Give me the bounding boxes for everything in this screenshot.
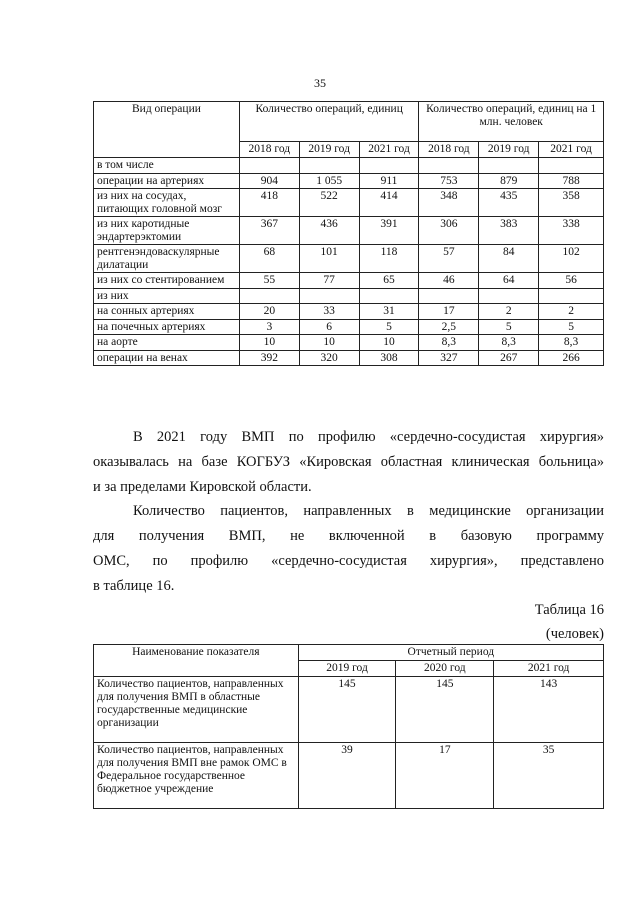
table-caption: [420, 598, 604, 646]
row-label: рентгенэндоваскулярные дилатации: [94, 245, 240, 273]
table-cell: 5: [359, 319, 419, 335]
year-header: 2021 год: [359, 142, 419, 158]
row-label: на сонных артериях: [94, 304, 240, 320]
table-cell: 392: [239, 350, 299, 366]
table-cell: [479, 288, 539, 304]
paragraph-line: В 2021 году ВМП по профилю «сердечно-сосудистая хирургия»: [133, 429, 604, 445]
table-cell: 358: [539, 189, 604, 217]
table-cell: [539, 288, 604, 304]
table-cell: 367: [239, 217, 299, 245]
table-cell: 17: [396, 743, 494, 809]
year-header: 2019 год: [479, 142, 539, 158]
table-cell: 56: [539, 273, 604, 289]
table-cell: 39: [298, 743, 396, 809]
table-cell: 10: [299, 335, 359, 351]
table-cell: [539, 158, 604, 174]
row-label: на почечных артериях: [94, 319, 240, 335]
row-label: Количество пациентов, направленных для получения ВМП вне рамок ОМС в Федеральное государственное бюджетное учреждение: [94, 743, 299, 809]
table-cell: 266: [539, 350, 604, 366]
table-cell: 267: [479, 350, 539, 366]
table-cell: 327: [419, 350, 479, 366]
row-label: операции на артериях: [94, 173, 240, 189]
table-cell: 338: [539, 217, 604, 245]
table-cell: 31: [359, 304, 419, 320]
table-row: [94, 273, 604, 289]
table-row: [94, 173, 604, 189]
table-cell: 65: [359, 273, 419, 289]
table-cell: 5: [479, 319, 539, 335]
header-operations-per-million: Количество операций, единиц на 1 млн. человек: [419, 102, 604, 142]
table-cell: 308: [359, 350, 419, 366]
table-cell: 33: [299, 304, 359, 320]
table-cell: 143: [494, 677, 604, 743]
table-row: [94, 217, 604, 245]
table-cell: 77: [299, 273, 359, 289]
table-cell: 2: [479, 304, 539, 320]
table-cell: 46: [419, 273, 479, 289]
table-cell: 879: [479, 173, 539, 189]
table-cell: 8,3: [539, 335, 604, 351]
paragraph-line: Количество пациентов, направленных в медицинские организации: [133, 503, 604, 519]
table-cell: 17: [419, 304, 479, 320]
year-header: 2018 год: [239, 142, 299, 158]
table-row: [94, 304, 604, 320]
year-header: 2020 год: [396, 661, 494, 677]
table-cell: 68: [239, 245, 299, 273]
paragraph-vmp-base: [93, 425, 604, 500]
table-cell: 904: [239, 173, 299, 189]
patients-table: [93, 644, 604, 809]
table-cell: 2,5: [419, 319, 479, 335]
page-number: 35: [314, 76, 326, 90]
paragraph-line: оказывалась на базе КОГБУЗ «Кировская областная клиническая больница»: [93, 454, 604, 470]
paragraph-line: ОМС, по профилю «сердечно-сосудистая хирургия», представлено: [93, 553, 604, 569]
table-cell: 145: [298, 677, 396, 743]
table-cell: 8,3: [479, 335, 539, 351]
table-cell: 418: [239, 189, 299, 217]
year-header: 2021 год: [494, 661, 604, 677]
table-cell: 145: [396, 677, 494, 743]
row-label: в том числе: [94, 158, 240, 174]
table-cell: 10: [239, 335, 299, 351]
table-cell: [419, 288, 479, 304]
row-label: на аорте: [94, 335, 240, 351]
table-cell: 20: [239, 304, 299, 320]
table-cell: 391: [359, 217, 419, 245]
table-cell: 57: [419, 245, 479, 273]
table-row: [94, 158, 604, 174]
row-label: из них: [94, 288, 240, 304]
table-cell: [299, 288, 359, 304]
table-cell: 6: [299, 319, 359, 335]
table-row: [94, 288, 604, 304]
table-cell: 414: [359, 189, 419, 217]
table-cell: [359, 158, 419, 174]
table-cell: [479, 158, 539, 174]
row-label: Количество пациентов, направленных для получения ВМП в областные государственные медицинские организации: [94, 677, 299, 743]
table-cell: 911: [359, 173, 419, 189]
paragraph-line: для получения ВМП, не включенной в базовую программу: [93, 528, 604, 544]
table-unit: (человек): [545, 626, 604, 642]
table-cell: 1 055: [299, 173, 359, 189]
table-cell: 788: [539, 173, 604, 189]
table-cell: 35: [494, 743, 604, 809]
table-cell: [359, 288, 419, 304]
row-label: операции на венах: [94, 350, 240, 366]
table-cell: 64: [479, 273, 539, 289]
table-row: [94, 189, 604, 217]
table-cell: 435: [479, 189, 539, 217]
table-cell: [299, 158, 359, 174]
table-cell: 102: [539, 245, 604, 273]
table-cell: 753: [419, 173, 479, 189]
header-indicator-name: Наименование показателя: [94, 645, 299, 677]
table-cell: 522: [299, 189, 359, 217]
paragraph-line: и за пределами Кировской области.: [93, 479, 312, 495]
table-cell: 5: [539, 319, 604, 335]
table-cell: 10: [359, 335, 419, 351]
table-cell: 348: [419, 189, 479, 217]
table-cell: 55: [239, 273, 299, 289]
table-cell: [239, 158, 299, 174]
table-title: Таблица 16: [534, 602, 604, 618]
table-cell: 118: [359, 245, 419, 273]
paragraph-patients: [93, 499, 604, 599]
row-label: из них каротидные эндартерэктомии: [94, 217, 240, 245]
row-label: из них на сосудах, питающих головной мозг: [94, 189, 240, 217]
year-header: 2018 год: [419, 142, 479, 158]
table-cell: 383: [479, 217, 539, 245]
paragraph-line: в таблице 16.: [93, 578, 175, 594]
table-cell: [419, 158, 479, 174]
table-cell: 2: [539, 304, 604, 320]
table-cell: 101: [299, 245, 359, 273]
table-row: [94, 245, 604, 273]
table-row: [94, 319, 604, 335]
header-operations-count: Количество операций, единиц: [239, 102, 419, 142]
table-cell: 306: [419, 217, 479, 245]
operations-table: [93, 101, 604, 366]
table-cell: 320: [299, 350, 359, 366]
table-cell: 436: [299, 217, 359, 245]
table-cell: [239, 288, 299, 304]
year-header: 2019 год: [299, 142, 359, 158]
table-cell: 84: [479, 245, 539, 273]
year-header: 2019 год: [298, 661, 396, 677]
table-row: [94, 335, 604, 351]
year-header: 2021 год: [539, 142, 604, 158]
table-cell: 3: [239, 319, 299, 335]
header-operation-type: Вид операции: [94, 102, 240, 158]
table-row: [94, 350, 604, 366]
row-label: из них со стентированием: [94, 273, 240, 289]
table-cell: 8,3: [419, 335, 479, 351]
header-reporting-period: Отчетный период: [298, 645, 603, 661]
